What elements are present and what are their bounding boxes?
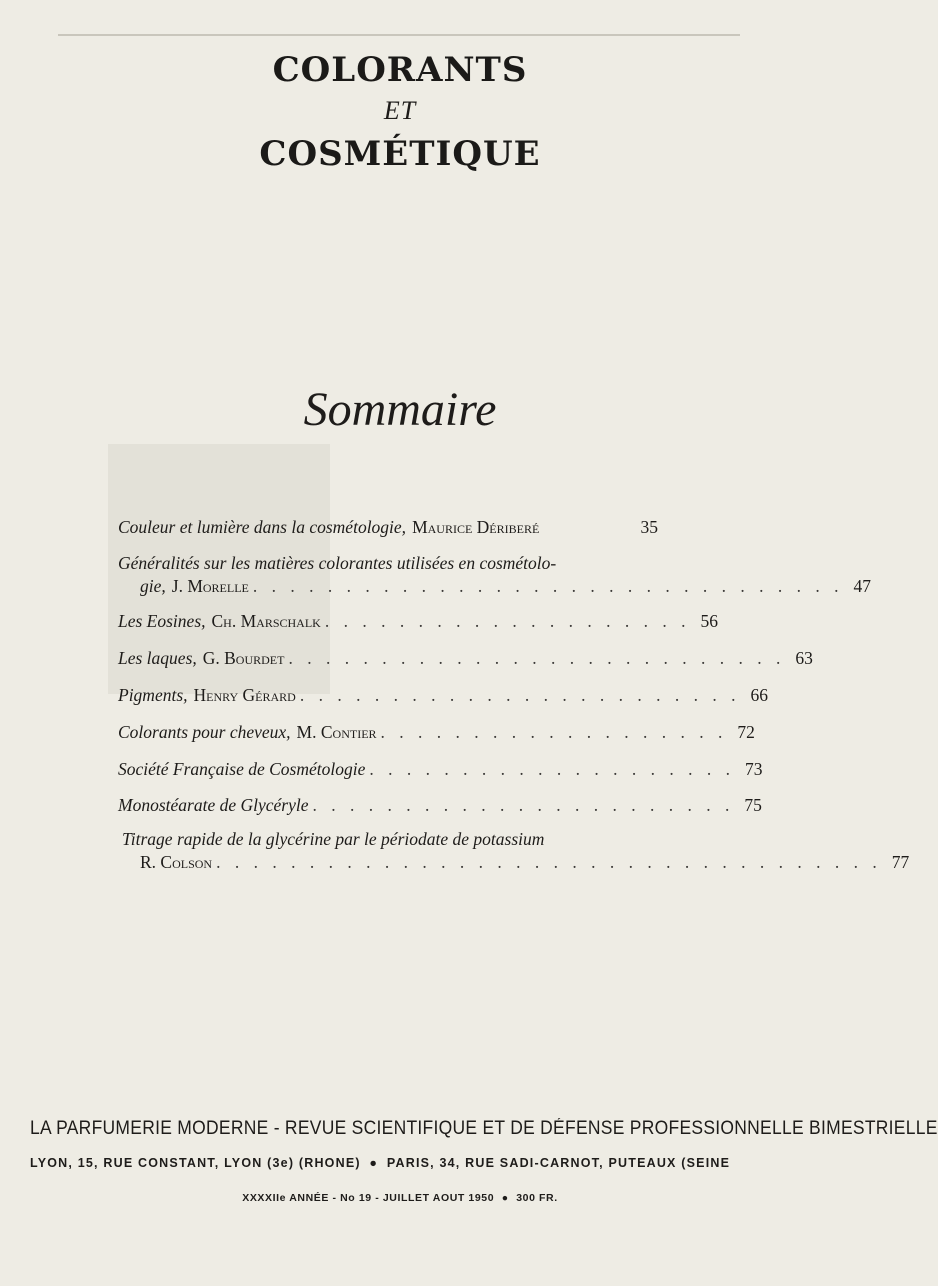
toc-author: G. Bourdet xyxy=(202,648,285,668)
toc-author: J. Morelle xyxy=(171,576,249,596)
toc-author: Ch. Marschalk xyxy=(211,611,321,631)
toc-title: Les Eosines, xyxy=(118,611,206,631)
toc-entry xyxy=(118,552,872,598)
bullet-icon: ● xyxy=(501,1192,509,1204)
toc-leader: . . . . . . . . . . . . . . . . . . . . . . . . xyxy=(299,685,741,705)
toc-entry xyxy=(118,721,755,744)
toc-leader: . . . . . . . . . . . . . . . . . . . . . . . . . . . xyxy=(288,648,786,668)
toc-leader: . . . . . . . . . . . . . . . . . . . . . . . xyxy=(312,795,735,815)
toc-page: 47 xyxy=(853,576,872,596)
toc-title: Colorants pour cheveux, xyxy=(118,722,291,742)
toc-leader: . . . . . . . . . . . . . . . . . . . . . . . . . . . . . . . . . . . . xyxy=(216,852,882,872)
toc-author: M. Contier xyxy=(296,722,377,742)
toc-title: Pigments, xyxy=(118,685,188,705)
toc-leader: . . . . . . . . . . . . . . . . . . . . xyxy=(369,759,735,779)
toc-author: Maurice Dériberé xyxy=(412,517,540,537)
toc-entry xyxy=(118,610,718,633)
toc-entry xyxy=(118,516,658,539)
toc-page: 63 xyxy=(795,648,813,668)
toc-leader: . . . . . . . . . . . . . . . . . . . . . . . . . . . . . . . . xyxy=(252,576,844,596)
toc-author: Henry Gérard xyxy=(193,685,296,705)
issue-info xyxy=(0,1192,800,1204)
toc-title-line1: Titrage rapide de la glycérine par le périodate de potassium xyxy=(122,829,545,849)
bullet-icon: ● xyxy=(369,1156,379,1170)
toc-page: 77 xyxy=(891,852,910,872)
toc-page: 75 xyxy=(744,795,762,815)
toc-page: 35 xyxy=(640,517,658,537)
address-paris: PARIS, 34, RUE SADI-CARNOT, PUTEAUX (SEINE xyxy=(386,1156,731,1170)
toc-author: R. Colson xyxy=(140,852,213,872)
issue-date: XXXXIIe ANNÉE - No 19 - JUILLET AOUT 1950 xyxy=(242,1192,495,1204)
toc-title: Société Française de Cosmétologie xyxy=(118,759,366,779)
masthead-cosmetique: COSMÉTIQUE xyxy=(259,134,541,174)
toc-page: 66 xyxy=(750,685,768,705)
publication-banner: LA PARFUMERIE MODERNE - REVUE SCIENTIFIQUE ET DE DÉFENSE PROFESSIONNELLE BIMESTRIELLE xyxy=(30,1118,938,1139)
toc-leader: . . . . . . . . . . . . . . . . . . . . xyxy=(324,611,691,631)
masthead-colorants: COLORANTS xyxy=(272,50,528,90)
toc-title-line2: gie, xyxy=(140,576,166,596)
toc-entry xyxy=(118,684,768,707)
address-lyon: LYON, 15, RUE CONSTANT, LYON (3e) (RHONE) xyxy=(30,1156,361,1170)
sommaire-heading: Sommaire xyxy=(303,383,497,436)
toc-leader: . . . . . . . . . . . . . . . . . . . xyxy=(380,722,728,742)
toc-page: 72 xyxy=(737,722,755,742)
toc-entry xyxy=(118,828,910,874)
toc-title: Monostéarate de Glycéryle xyxy=(118,795,309,815)
toc-page: 73 xyxy=(745,759,763,779)
toc-title-line1: Généralités sur les matières colorantes utilisées en cosmétolo- xyxy=(118,553,557,573)
masthead-et: ET xyxy=(383,96,417,125)
toc-title: Couleur et lumière dans la cosmétologie, xyxy=(118,517,407,537)
toc-page: 56 xyxy=(700,611,718,631)
toc-entry xyxy=(118,647,813,670)
publication-addresses xyxy=(30,1156,770,1170)
toc-title: Les laques, xyxy=(118,648,197,668)
toc-entry xyxy=(118,758,763,781)
issue-price: 300 FR. xyxy=(516,1192,558,1204)
toc-entry xyxy=(118,794,762,817)
